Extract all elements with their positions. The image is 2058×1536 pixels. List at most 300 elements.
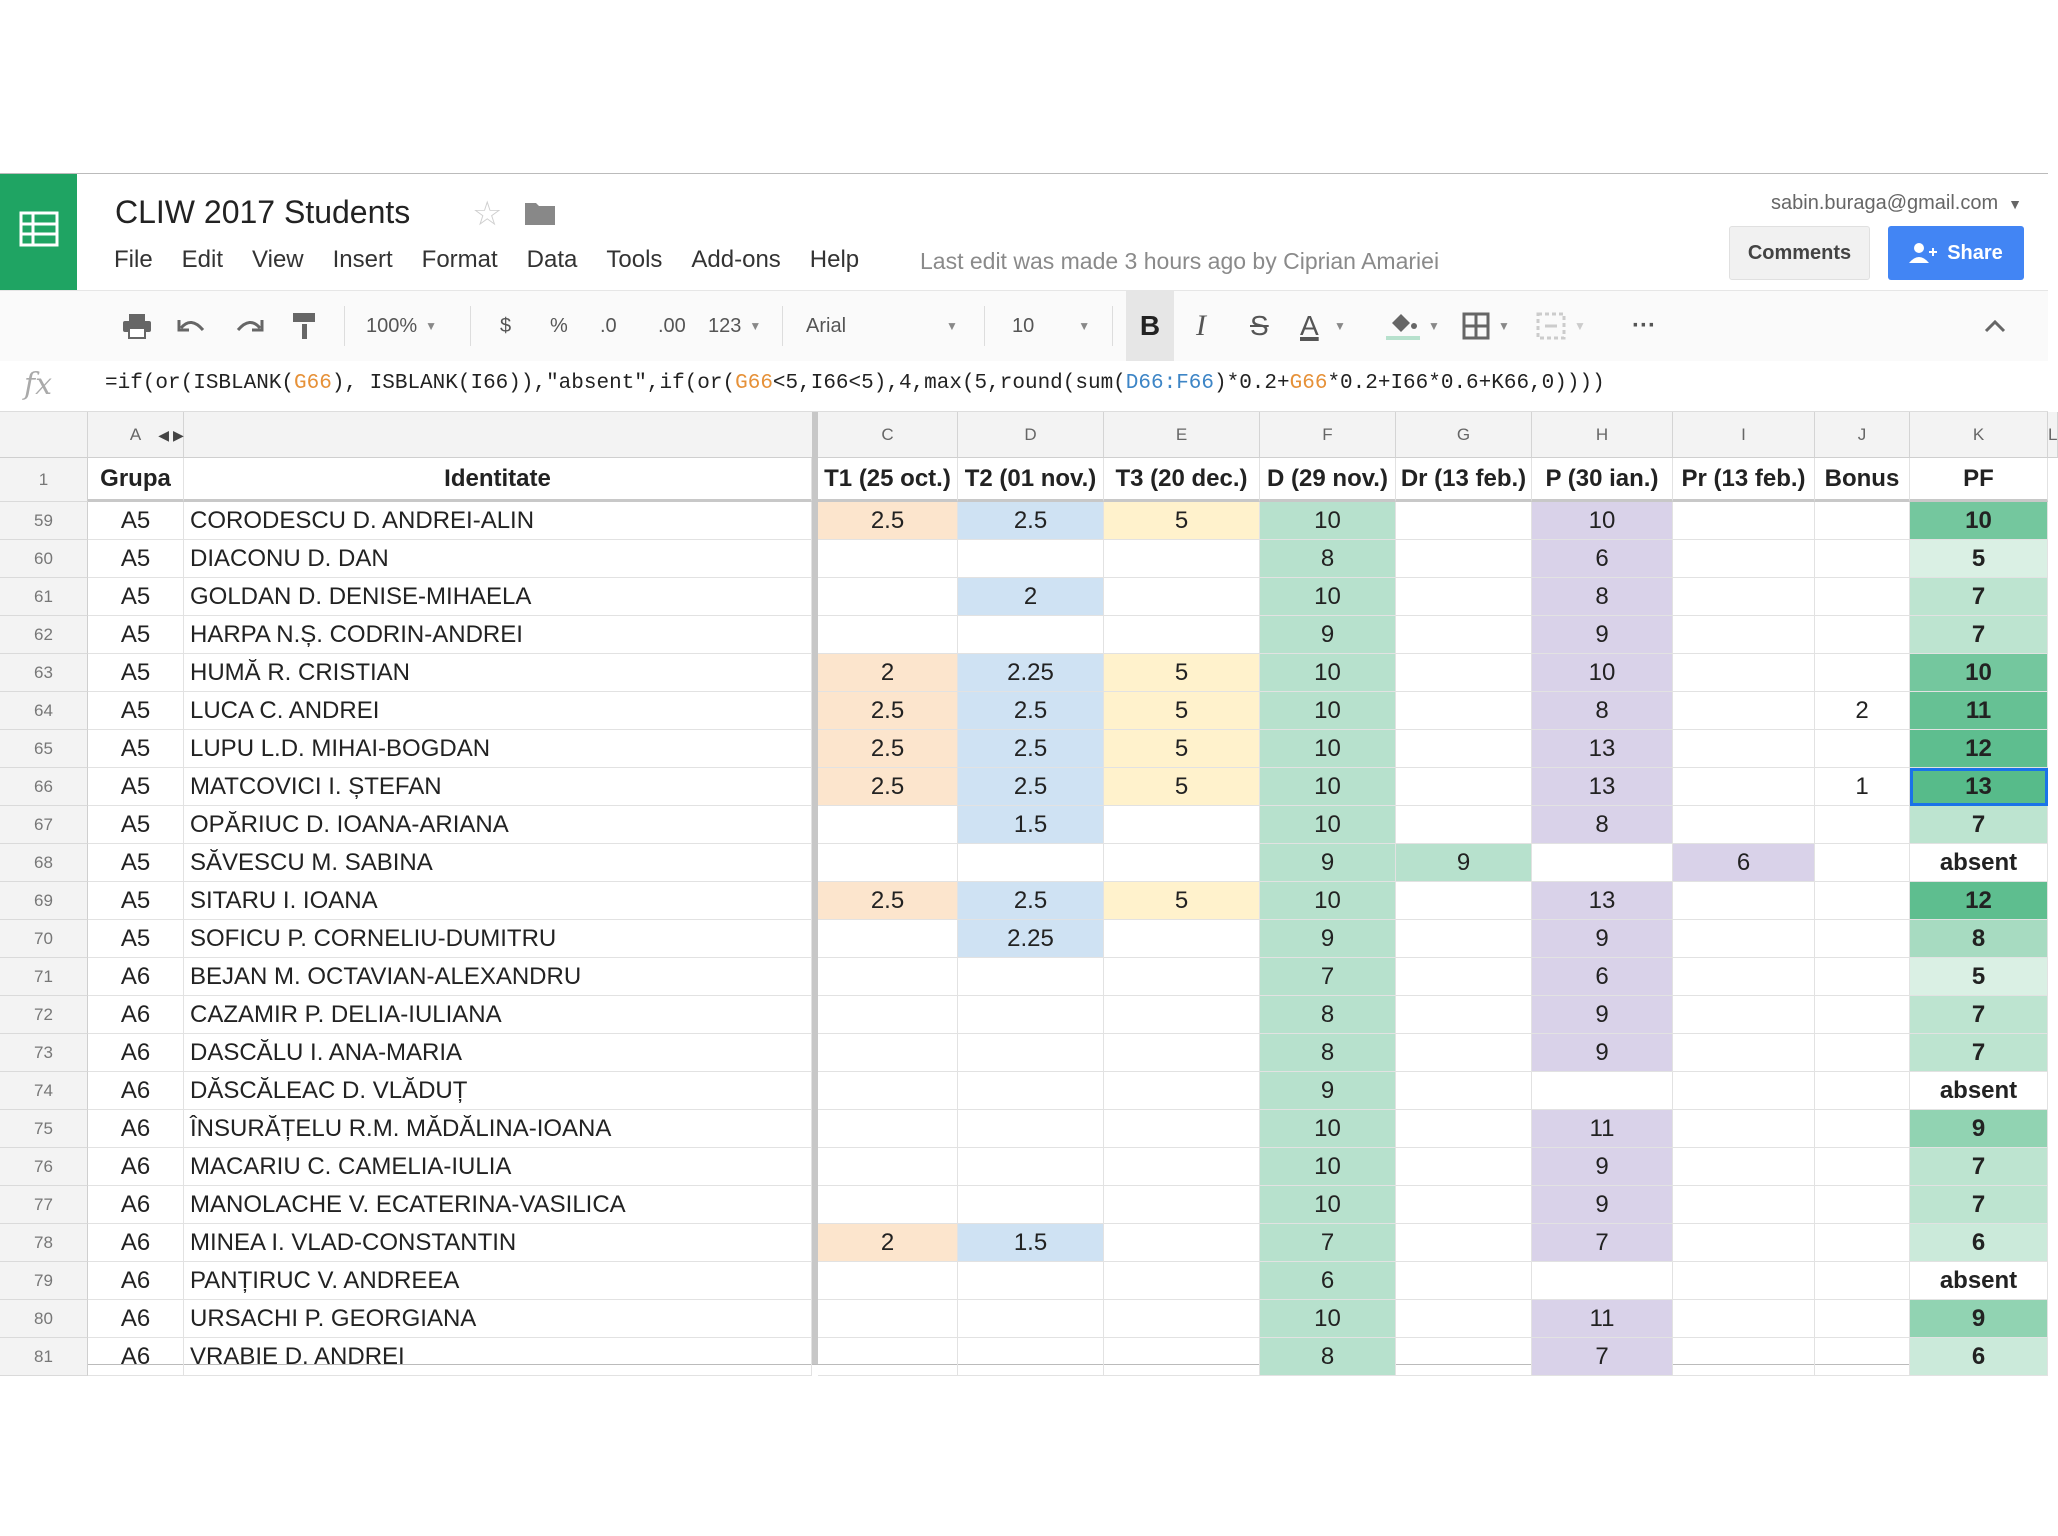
student-name-cell[interactable]: MINEA I. VLAD-CONSTANTIN <box>184 1224 812 1262</box>
grade-cell[interactable]: 8 <box>1532 806 1673 844</box>
student-name-cell[interactable]: MATCOVICI I. ȘTEFAN <box>184 768 812 806</box>
grade-cell[interactable]: 7 <box>1910 616 2048 654</box>
column-expand-arrows-icon[interactable]: ◀ ▶ <box>158 426 184 443</box>
grade-cell[interactable] <box>1104 844 1260 882</box>
grade-cell[interactable]: A5 <box>88 806 184 844</box>
student-name-cell[interactable]: CORODESCU D. ANDREI-ALIN <box>184 502 812 540</box>
grade-cell[interactable] <box>1396 1148 1532 1186</box>
font-family-select[interactable] <box>806 291 958 361</box>
student-name-cell[interactable]: DASCĂLU I. ANA-MARIA <box>184 1034 812 1072</box>
grade-cell[interactable]: 6 <box>1673 844 1815 882</box>
grade-cell[interactable] <box>1104 616 1260 654</box>
header-cell[interactable]: Bonus <box>1815 458 1910 502</box>
grade-cell[interactable]: 11 <box>1910 692 2048 730</box>
grade-cell[interactable] <box>1396 1338 1532 1376</box>
grade-cell[interactable] <box>1673 1186 1815 1224</box>
header-cell[interactable]: PF <box>1910 458 2048 502</box>
grade-cell[interactable]: A6 <box>88 1186 184 1224</box>
grade-cell[interactable] <box>1104 1186 1260 1224</box>
grade-cell[interactable] <box>818 958 958 996</box>
grade-cell[interactable] <box>1104 1300 1260 1338</box>
grade-cell[interactable] <box>1104 1224 1260 1262</box>
grade-cell[interactable]: 6 <box>1532 540 1673 578</box>
grade-cell[interactable] <box>1815 920 1910 958</box>
grade-cell[interactable] <box>1673 920 1815 958</box>
grade-cell[interactable] <box>818 1034 958 1072</box>
row-number[interactable]: 60 <box>0 540 88 578</box>
grade-cell[interactable]: 9 <box>1260 616 1396 654</box>
grade-cell[interactable]: 2 <box>1815 692 1910 730</box>
grade-cell[interactable]: A5 <box>88 844 184 882</box>
italic-button[interactable]: I <box>1196 309 1206 342</box>
grade-cell[interactable] <box>818 578 958 616</box>
grade-cell[interactable]: 7 <box>1910 806 2048 844</box>
share-button[interactable] <box>1888 226 2024 280</box>
grade-cell[interactable]: 7 <box>1910 578 2048 616</box>
grade-cell[interactable] <box>1673 1034 1815 1072</box>
grade-cell[interactable] <box>1815 578 1910 616</box>
grade-cell[interactable]: 9 <box>1532 1034 1673 1072</box>
student-name-cell[interactable]: MANOLACHE V. ECATERINA-VASILICA <box>184 1186 812 1224</box>
column-header[interactable]: D <box>958 412 1104 458</box>
grade-cell[interactable]: A5 <box>88 768 184 806</box>
undo-icon[interactable] <box>177 291 207 361</box>
more-formats-button[interactable] <box>708 291 761 361</box>
grade-cell[interactable]: A6 <box>88 1338 184 1376</box>
grade-cell[interactable] <box>1532 1072 1673 1110</box>
paint-format-icon[interactable] <box>292 291 318 361</box>
grade-cell[interactable]: 9 <box>1260 1072 1396 1110</box>
row-number[interactable]: 62 <box>0 616 88 654</box>
grade-cell[interactable] <box>1396 1224 1532 1262</box>
row-number[interactable]: 76 <box>0 1148 88 1186</box>
grade-cell[interactable]: 9 <box>1532 1148 1673 1186</box>
grade-cell[interactable] <box>1396 1262 1532 1300</box>
grade-cell[interactable] <box>958 1034 1104 1072</box>
grade-cell[interactable] <box>1815 1300 1910 1338</box>
grade-cell[interactable]: 10 <box>1532 654 1673 692</box>
student-name-cell[interactable]: DIACONU D. DAN <box>184 540 812 578</box>
header-cell[interactable]: Pr (13 feb.) <box>1673 458 1815 502</box>
grade-cell[interactable]: A5 <box>88 578 184 616</box>
folder-icon[interactable] <box>524 200 556 231</box>
grade-cell[interactable] <box>1104 996 1260 1034</box>
grade-cell[interactable]: 8 <box>1260 1034 1396 1072</box>
grade-cell[interactable] <box>1673 1262 1815 1300</box>
strikethrough-button[interactable]: S <box>1250 310 1269 341</box>
grade-cell[interactable]: 6 <box>1260 1262 1396 1300</box>
grade-cell[interactable]: absent <box>1910 1262 2048 1300</box>
grade-cell[interactable] <box>1673 1338 1815 1376</box>
student-name-cell[interactable]: VRABIE D. ANDREI <box>184 1338 812 1376</box>
menu-format[interactable]: Format <box>421 246 498 273</box>
grade-cell[interactable]: 6 <box>1532 958 1673 996</box>
grade-cell[interactable]: 8 <box>1260 1338 1396 1376</box>
grade-cell[interactable] <box>1815 1072 1910 1110</box>
grade-cell[interactable] <box>1396 540 1532 578</box>
grade-cell[interactable] <box>1673 1300 1815 1338</box>
grade-cell[interactable] <box>958 996 1104 1034</box>
grade-cell[interactable] <box>1396 1072 1532 1110</box>
select-all-corner[interactable] <box>0 412 88 458</box>
grade-cell[interactable]: 7 <box>1910 1148 2048 1186</box>
grade-cell[interactable] <box>1104 540 1260 578</box>
grade-cell[interactable]: 2.5 <box>958 692 1104 730</box>
menu-insert[interactable]: Insert <box>332 246 393 273</box>
grade-cell[interactable] <box>1396 1186 1532 1224</box>
grade-cell[interactable] <box>1815 806 1910 844</box>
grade-cell[interactable]: 5 <box>1910 540 2048 578</box>
grade-cell[interactable]: A6 <box>88 1300 184 1338</box>
grade-cell[interactable]: 1 <box>1815 768 1910 806</box>
column-header[interactable]: E <box>1104 412 1260 458</box>
grade-cell[interactable] <box>958 1186 1104 1224</box>
grade-cell[interactable] <box>958 1262 1104 1300</box>
row-number[interactable]: 1 <box>0 458 88 502</box>
grade-cell[interactable] <box>1673 882 1815 920</box>
grade-cell[interactable] <box>1396 996 1532 1034</box>
grade-cell[interactable] <box>1396 616 1532 654</box>
grade-cell[interactable] <box>1815 882 1910 920</box>
grade-cell[interactable]: 10 <box>1910 654 2048 692</box>
student-name-cell[interactable]: HUMĂ R. CRISTIAN <box>184 654 812 692</box>
grade-cell[interactable]: 2.5 <box>958 730 1104 768</box>
grade-cell[interactable] <box>958 1148 1104 1186</box>
fill-color-icon[interactable] <box>1386 291 1440 361</box>
grade-cell[interactable]: 9 <box>1532 996 1673 1034</box>
grade-cell[interactable] <box>1104 1148 1260 1186</box>
percent-format-button[interactable]: % <box>550 314 568 337</box>
grade-cell[interactable]: 7 <box>1532 1224 1673 1262</box>
grade-cell[interactable] <box>818 996 958 1034</box>
grade-cell[interactable]: A5 <box>88 882 184 920</box>
student-name-cell[interactable]: SOFICU P. CORNELIU-DUMITRU <box>184 920 812 958</box>
grade-cell[interactable]: 2.5 <box>818 502 958 540</box>
grade-cell[interactable]: 2.5 <box>818 768 958 806</box>
grade-cell[interactable]: 9 <box>1396 844 1532 882</box>
grade-cell[interactable]: 5 <box>1104 882 1260 920</box>
column-header[interactable]: F <box>1260 412 1396 458</box>
grade-cell[interactable] <box>818 1338 958 1376</box>
grade-cell[interactable]: 5 <box>1104 692 1260 730</box>
print-icon[interactable] <box>122 291 152 361</box>
grade-cell[interactable] <box>818 1300 958 1338</box>
grade-cell[interactable] <box>1396 578 1532 616</box>
grade-cell[interactable]: 7 <box>1532 1338 1673 1376</box>
student-name-cell[interactable]: LUPU L.D. MIHAI-BOGDAN <box>184 730 812 768</box>
grade-cell[interactable] <box>818 1262 958 1300</box>
formula-input[interactable] <box>105 372 1605 395</box>
grade-cell[interactable]: 5 <box>1910 958 2048 996</box>
decrease-decimal-button[interactable]: .0 <box>600 314 617 337</box>
redo-icon[interactable] <box>234 291 264 361</box>
grade-cell[interactable] <box>1673 692 1815 730</box>
grade-cell[interactable]: A5 <box>88 540 184 578</box>
grade-cell[interactable] <box>958 1300 1104 1338</box>
grade-cell[interactable]: A6 <box>88 1148 184 1186</box>
grade-cell[interactable] <box>818 616 958 654</box>
menu-help[interactable]: Help <box>809 246 860 273</box>
grade-cell[interactable]: 5 <box>1104 502 1260 540</box>
grade-cell[interactable]: A5 <box>88 920 184 958</box>
grade-cell[interactable] <box>1673 654 1815 692</box>
grade-cell[interactable] <box>1815 1034 1910 1072</box>
grade-cell[interactable]: 10 <box>1260 578 1396 616</box>
grade-cell[interactable] <box>1673 730 1815 768</box>
grade-cell[interactable] <box>1104 1034 1260 1072</box>
grade-cell[interactable] <box>1104 1110 1260 1148</box>
grade-cell[interactable]: 2 <box>958 578 1104 616</box>
grade-cell[interactable] <box>1396 806 1532 844</box>
grade-cell[interactable]: 7 <box>1910 1186 2048 1224</box>
grade-cell[interactable]: A6 <box>88 1224 184 1262</box>
grade-cell[interactable]: 2.5 <box>818 730 958 768</box>
column-header[interactable]: G <box>1396 412 1532 458</box>
grade-cell[interactable] <box>1815 958 1910 996</box>
grade-cell[interactable] <box>1396 920 1532 958</box>
grade-cell[interactable] <box>818 1148 958 1186</box>
row-number[interactable]: 69 <box>0 882 88 920</box>
grade-cell[interactable]: 7 <box>1910 1034 2048 1072</box>
grade-cell[interactable] <box>818 1186 958 1224</box>
grade-cell[interactable]: 9 <box>1260 844 1396 882</box>
grade-cell[interactable]: A6 <box>88 958 184 996</box>
row-number[interactable]: 63 <box>0 654 88 692</box>
grade-cell[interactable] <box>958 844 1104 882</box>
grade-cell[interactable] <box>1104 578 1260 616</box>
grade-cell[interactable] <box>1673 502 1815 540</box>
increase-decimal-button[interactable]: .00 <box>658 314 686 337</box>
grade-cell[interactable] <box>1815 540 1910 578</box>
grade-cell[interactable] <box>1396 1110 1532 1148</box>
grade-cell[interactable]: 8 <box>1532 578 1673 616</box>
menu-file[interactable]: File <box>114 246 153 273</box>
grade-cell[interactable]: 13 <box>1532 882 1673 920</box>
grade-cell[interactable] <box>1532 1262 1673 1300</box>
grade-cell[interactable] <box>958 540 1104 578</box>
student-name-cell[interactable]: ÎNSURĂȚELU R.M. MĂDĂLINA-IOANA <box>184 1110 812 1148</box>
grade-cell[interactable] <box>1532 844 1673 882</box>
document-title[interactable]: CLIW 2017 Students <box>115 194 411 230</box>
grade-cell[interactable]: absent <box>1910 1072 2048 1110</box>
row-number[interactable]: 77 <box>0 1186 88 1224</box>
student-name-cell[interactable]: OPĂRIUC D. IOANA-ARIANA <box>184 806 812 844</box>
grade-cell[interactable]: 13 <box>1532 730 1673 768</box>
grade-cell[interactable]: 5 <box>1104 768 1260 806</box>
grade-cell[interactable]: A5 <box>88 502 184 540</box>
menu-addons[interactable]: Add-ons <box>691 246 781 273</box>
grade-cell[interactable] <box>1104 806 1260 844</box>
grade-cell[interactable]: 5 <box>1104 730 1260 768</box>
grade-cell[interactable] <box>1815 1338 1910 1376</box>
row-number[interactable]: 68 <box>0 844 88 882</box>
grade-cell[interactable] <box>818 1110 958 1148</box>
row-number[interactable]: 66 <box>0 768 88 806</box>
grade-cell[interactable]: 9 <box>1532 616 1673 654</box>
student-name-cell[interactable]: DĂSCĂLEAC D. VLĂDUȚ <box>184 1072 812 1110</box>
row-number[interactable]: 67 <box>0 806 88 844</box>
grade-cell[interactable] <box>1815 1110 1910 1148</box>
grade-cell[interactable] <box>1396 768 1532 806</box>
dropdown-arrow-icon[interactable]: ▼ <box>1334 319 1346 333</box>
grade-cell[interactable] <box>1104 1338 1260 1376</box>
student-name-cell[interactable]: HARPA N.Ș. CODRIN-ANDREI <box>184 616 812 654</box>
grade-cell[interactable]: A5 <box>88 730 184 768</box>
header-cell[interactable]: Identitate <box>184 458 812 502</box>
student-name-cell[interactable]: SĂVESCU M. SABINA <box>184 844 812 882</box>
student-name-cell[interactable]: PANȚIRUC V. ANDREEA <box>184 1262 812 1300</box>
grade-cell[interactable] <box>1104 1262 1260 1300</box>
grade-cell[interactable] <box>1396 1034 1532 1072</box>
grade-cell[interactable] <box>1673 1110 1815 1148</box>
grade-cell[interactable] <box>1673 540 1815 578</box>
grade-cell[interactable]: 10 <box>1260 1110 1396 1148</box>
row-number[interactable]: 74 <box>0 1072 88 1110</box>
grade-cell[interactable] <box>818 1072 958 1110</box>
header-cell[interactable]: T3 (20 dec.) <box>1104 458 1260 502</box>
grade-cell[interactable]: A6 <box>88 1262 184 1300</box>
grade-cell[interactable]: A6 <box>88 996 184 1034</box>
grade-cell[interactable]: 2.5 <box>958 882 1104 920</box>
grade-cell[interactable]: A5 <box>88 692 184 730</box>
grade-cell[interactable] <box>1815 1224 1910 1262</box>
grade-cell[interactable] <box>1673 1148 1815 1186</box>
student-name-cell[interactable]: URSACHI P. GEORGIANA <box>184 1300 812 1338</box>
header-cell[interactable]: T2 (01 nov.) <box>958 458 1104 502</box>
sheets-logo-icon[interactable] <box>0 174 77 290</box>
grade-cell[interactable]: 2 <box>818 654 958 692</box>
grade-cell[interactable] <box>1815 1148 1910 1186</box>
column-header[interactable]: L <box>2048 412 2058 458</box>
grade-cell[interactable]: 1.5 <box>958 806 1104 844</box>
grade-cell[interactable] <box>1673 958 1815 996</box>
column-header[interactable]: K <box>1910 412 2048 458</box>
grade-cell[interactable]: 7 <box>1260 1224 1396 1262</box>
grade-cell[interactable]: 11 <box>1532 1300 1673 1338</box>
grade-cell[interactable]: 2.25 <box>958 654 1104 692</box>
grade-cell[interactable]: 10 <box>1532 502 1673 540</box>
row-number[interactable]: 59 <box>0 502 88 540</box>
grade-cell[interactable] <box>1396 958 1532 996</box>
grade-cell[interactable]: 10 <box>1260 654 1396 692</box>
row-number[interactable]: 72 <box>0 996 88 1034</box>
row-number[interactable]: 79 <box>0 1262 88 1300</box>
grade-cell[interactable]: 7 <box>1910 996 2048 1034</box>
row-number[interactable]: 81 <box>0 1338 88 1376</box>
grade-cell[interactable]: 7 <box>1260 958 1396 996</box>
row-number[interactable]: 65 <box>0 730 88 768</box>
grade-cell[interactable]: 10 <box>1260 692 1396 730</box>
grade-cell[interactable]: 9 <box>1532 1186 1673 1224</box>
row-number[interactable]: 73 <box>0 1034 88 1072</box>
grade-cell[interactable] <box>1673 616 1815 654</box>
row-number[interactable]: 80 <box>0 1300 88 1338</box>
column-header[interactable] <box>184 412 818 458</box>
grade-cell[interactable]: 13 <box>1910 768 2048 806</box>
grade-cell[interactable] <box>958 1072 1104 1110</box>
grade-cell[interactable]: 10 <box>1260 1300 1396 1338</box>
grade-cell[interactable] <box>1396 654 1532 692</box>
grade-cell[interactable] <box>818 540 958 578</box>
account-menu[interactable] <box>1771 192 2022 215</box>
grade-cell[interactable]: A6 <box>88 1110 184 1148</box>
text-color-button[interactable]: A <box>1300 310 1319 341</box>
grade-cell[interactable] <box>1815 996 1910 1034</box>
grade-cell[interactable] <box>1673 996 1815 1034</box>
grade-cell[interactable] <box>1396 502 1532 540</box>
header-cell[interactable]: P (30 ian.) <box>1532 458 1673 502</box>
grade-cell[interactable]: 2.5 <box>818 692 958 730</box>
row-number[interactable]: 75 <box>0 1110 88 1148</box>
menu-tools[interactable]: Tools <box>606 246 663 273</box>
header-cell[interactable]: D (29 nov.) <box>1260 458 1396 502</box>
grade-cell[interactable]: 10 <box>1260 882 1396 920</box>
grade-cell[interactable]: 10 <box>1260 1186 1396 1224</box>
grade-cell[interactable]: 8 <box>1910 920 2048 958</box>
grade-cell[interactable] <box>818 920 958 958</box>
grade-cell[interactable]: 10 <box>1260 806 1396 844</box>
grade-cell[interactable] <box>1815 1262 1910 1300</box>
grade-cell[interactable] <box>1815 654 1910 692</box>
grade-cell[interactable]: 10 <box>1260 768 1396 806</box>
grade-cell[interactable]: 10 <box>1260 730 1396 768</box>
grade-cell[interactable] <box>1815 502 1910 540</box>
grade-cell[interactable]: 2.5 <box>958 502 1104 540</box>
student-name-cell[interactable]: LUCA C. ANDREI <box>184 692 812 730</box>
more-icon[interactable]: ··· <box>1632 312 1656 339</box>
grade-cell[interactable] <box>1396 730 1532 768</box>
column-header[interactable]: C <box>818 412 958 458</box>
grade-cell[interactable]: 8 <box>1532 692 1673 730</box>
grade-cell[interactable] <box>1815 616 1910 654</box>
grade-cell[interactable] <box>1396 1300 1532 1338</box>
grade-cell[interactable]: 2.25 <box>958 920 1104 958</box>
grade-cell[interactable] <box>958 1338 1104 1376</box>
grade-cell[interactable] <box>1815 730 1910 768</box>
grade-cell[interactable]: 10 <box>1910 502 2048 540</box>
grade-cell[interactable] <box>958 1110 1104 1148</box>
grade-cell[interactable]: 12 <box>1910 882 2048 920</box>
grade-cell[interactable]: 8 <box>1260 996 1396 1034</box>
column-header[interactable]: H <box>1532 412 1673 458</box>
collapse-toolbar-icon[interactable] <box>1984 291 2006 361</box>
bold-button[interactable]: B <box>1126 291 1174 361</box>
grade-cell[interactable]: 6 <box>1910 1338 2048 1376</box>
row-number[interactable]: 61 <box>0 578 88 616</box>
grade-cell[interactable]: 5 <box>1104 654 1260 692</box>
grade-cell[interactable] <box>958 616 1104 654</box>
grade-cell[interactable] <box>1104 958 1260 996</box>
grade-cell[interactable] <box>1815 1186 1910 1224</box>
grade-cell[interactable] <box>1673 806 1815 844</box>
grade-cell[interactable]: 2.5 <box>818 882 958 920</box>
header-cell[interactable]: Grupa <box>88 458 184 502</box>
grade-cell[interactable] <box>1104 920 1260 958</box>
student-name-cell[interactable]: SITARU I. IOANA <box>184 882 812 920</box>
grade-cell[interactable] <box>818 806 958 844</box>
student-name-cell[interactable]: CAZAMIR P. DELIA-IULIANA <box>184 996 812 1034</box>
grade-cell[interactable] <box>818 844 958 882</box>
header-cell[interactable]: T1 (25 oct.) <box>818 458 958 502</box>
column-header[interactable]: J <box>1815 412 1910 458</box>
grade-cell[interactable] <box>1673 1072 1815 1110</box>
grade-cell[interactable]: 2 <box>818 1224 958 1262</box>
student-name-cell[interactable]: BEJAN M. OCTAVIAN-ALEXANDRU <box>184 958 812 996</box>
zoom-select[interactable] <box>366 291 437 361</box>
grade-cell[interactable]: A5 <box>88 616 184 654</box>
grade-cell[interactable]: absent <box>1910 844 2048 882</box>
grade-cell[interactable]: A5 <box>88 654 184 692</box>
